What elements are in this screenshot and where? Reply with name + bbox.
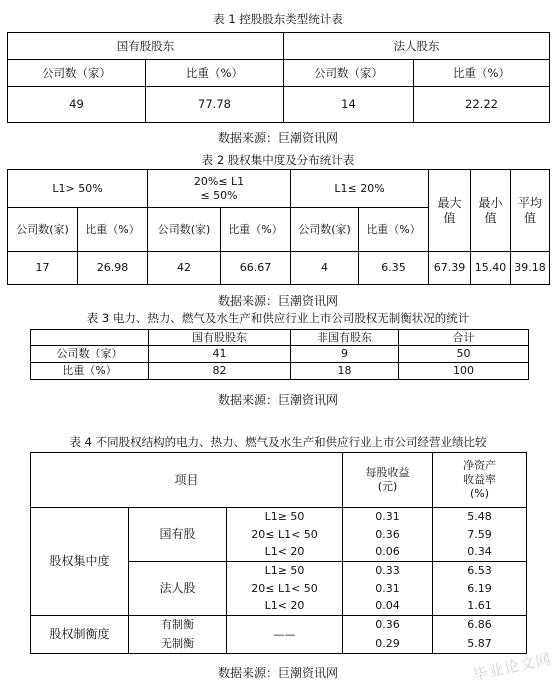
table3-source: 数据来源：巨潮资讯网 [217,393,338,407]
table1-cell: 49 [8,87,146,123]
table3-row-label: 比重（%） [31,363,149,380]
table2-cell: 26.98 [78,252,148,285]
table4-cell: 0.34 [433,544,527,562]
table2-col-header: 比重（%） [359,208,429,252]
table3-cell: 41 [149,346,291,363]
table4 [30,452,527,654]
table1-col-header: 比重（%） [414,60,550,87]
table3-caption: 表 3 电力、热力、燃气及水生产和供应行业上市公司股权无制衡状况的统计 [86,311,470,325]
table4-balance-label: 有制衡 [129,616,227,635]
table4-level: L1≥ 50 [227,562,343,580]
table4-cell: 5.48 [433,508,527,526]
table4-cell: 1.61 [433,598,527,616]
table4-eps-header: 每股收益 (元) [343,453,433,508]
table1-cell: 22.22 [414,87,550,123]
table3-cell: 50 [399,346,529,363]
table2 [7,169,550,285]
table4-group-balance: 股权制衡度 [31,616,129,654]
table2-cell: 4 [291,252,359,285]
table3-cell: 100 [399,363,529,380]
table4-cell: 0.04 [343,598,433,616]
table4-cell: 0.06 [343,544,433,562]
table1-cell: 77.78 [146,87,284,123]
table1-col-header: 比重（%） [146,60,284,87]
table4-cell: 6.86 [433,616,527,635]
table2-cell: 66.67 [221,252,291,285]
table4-roe-header: 净资产 收益率 (%) [433,453,527,508]
table4-level: L1< 20 [227,544,343,562]
table2-group-mid: 20%≤ L1 ≤ 50% [148,170,291,208]
table1-col-header: 公司数（家） [8,60,146,87]
table2-cell: 6.35 [359,252,429,285]
table3-cell: 18 [291,363,399,380]
table2-col-header: 比重（%） [78,208,148,252]
table1-col-header: 公司数（家） [284,60,414,87]
table4-cell: 6.53 [433,562,527,580]
table4-item-header: 项目 [31,453,343,508]
table2-avg-header: 平均 值 [511,170,550,252]
table3-corner [31,330,149,346]
table1 [7,32,550,123]
table4-level: L1≥ 50 [227,508,343,526]
table4-cell: 5.87 [433,635,527,654]
table2-col-header: 公司数(家) [8,208,78,252]
table4-source: 数据来源：巨潮资讯网 [217,666,338,680]
table4-balance-label: 无制衡 [129,635,227,654]
table1-group-state: 国有股股东 [8,33,284,60]
table4-caption: 表 4 不同股权结构的电力、热力、燃气及水生产和供应行业上市公司经营业绩比较 [69,435,487,449]
table4-cell: 0.33 [343,562,433,580]
table2-cell: 17 [8,252,78,285]
table2-cell: 42 [148,252,221,285]
table1-group-legal: 法人股东 [284,33,550,60]
table1-source: 数据来源：巨潮资讯网 [217,131,338,145]
table2-group-high: L1> 50% [8,170,148,208]
table3 [30,329,529,380]
table4-cell: 0.36 [343,526,433,544]
table2-min-header: 最小 值 [471,170,511,252]
table4-cell: 0.31 [343,580,433,598]
table2-col-header: 公司数(家) [291,208,359,252]
table2-max-header: 最大 值 [429,170,471,252]
table4-cell: 6.19 [433,580,527,598]
table4-sub-legal: 法人股 [129,562,227,616]
table2-source: 数据来源：巨潮资讯网 [217,294,338,308]
table4-cell: 0.31 [343,508,433,526]
table4-cell: 0.36 [343,616,433,635]
table4-sub-state: 国有股 [129,508,227,562]
table3-row-label: 公司数（家） [31,346,149,363]
table1-cell: 14 [284,87,414,123]
table3-col-header: 合计 [399,330,529,346]
table4-level: L1< 20 [227,598,343,616]
table3-col-header: 非国有股东 [291,330,399,346]
table2-cell: 15.40 [471,252,511,285]
table4-level: 20≤ L1< 50 [227,526,343,544]
table4-group-concentration: 股权集中度 [31,508,129,616]
watermark: 毕业论文网 [471,649,554,685]
table3-col-header: 国有股股东 [149,330,291,346]
table3-cell: 9 [291,346,399,363]
table2-group-low: L1≤ 20% [291,170,429,208]
table3-cell: 82 [149,363,291,380]
table4-level: 20≤ L1< 50 [227,580,343,598]
table1-caption: 表 1 控股股东类型统计表 [213,12,343,26]
table2-col-header: 比重（%） [221,208,291,252]
table2-col-header: 公司数(家) [148,208,221,252]
table4-cell: 7.59 [433,526,527,544]
table4-cell: 0.29 [343,635,433,654]
table2-cell: 39.18 [511,252,550,285]
table4-balance-dash: —— [227,616,343,654]
table2-cell: 67.39 [429,252,471,285]
table2-caption: 表 2 股权集中度及分布统计表 [201,153,355,167]
